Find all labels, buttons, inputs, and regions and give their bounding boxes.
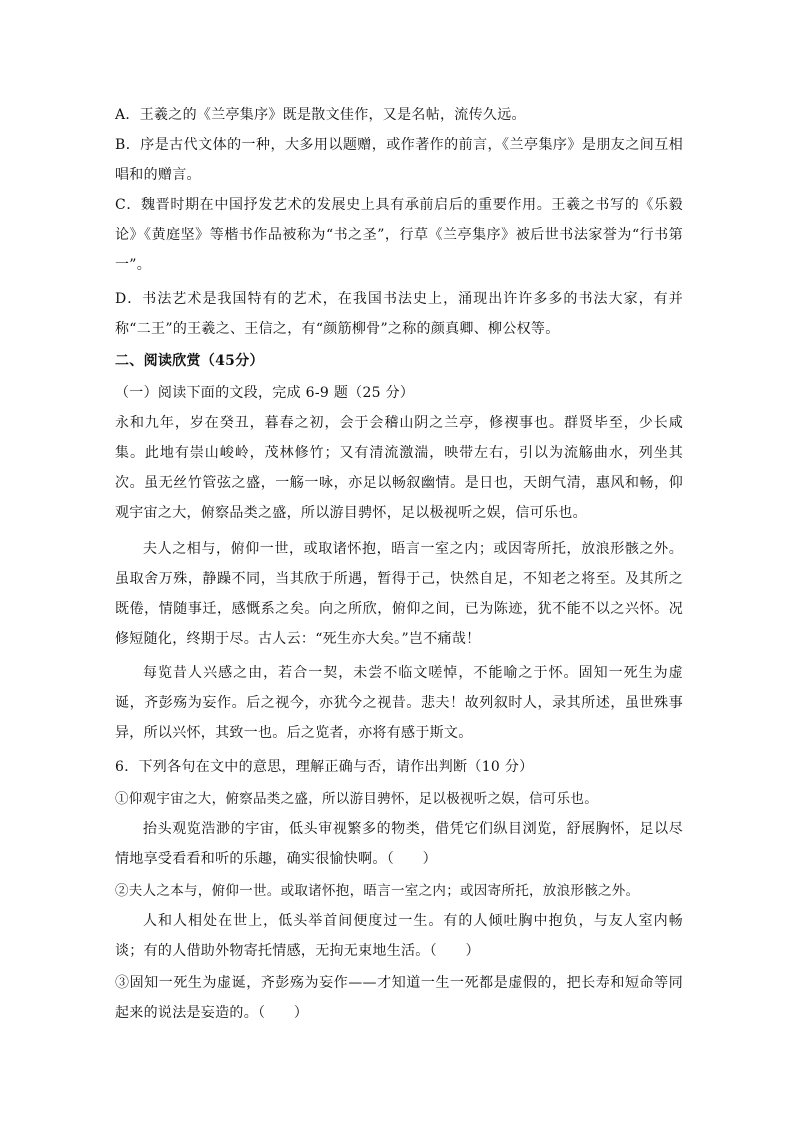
option-b: B．序是古代文体的一种，大多用以题赠，或作著作的前言，《兰亭集序》是朋友之间互相唱和的赠言。 [115, 137, 683, 183]
question-6-item-2: ②夫人之本与，俯仰一世。或取诸怀抱，晤言一室之内；或因寄所托，放浪形骸之外。 [115, 883, 640, 899]
question-6-item-1: ①仰观宇宙之大，俯察品类之盛，所以游目骋怀，足以极视听之娱，信可乐也。 [115, 791, 598, 807]
option-a: A．王羲之的《兰亭集序》既是散文佳作，又是名帖，流传久远。 [115, 107, 526, 123]
question-6-item-3: ③固知一死生为虚诞，齐彭殇为妄作——才知道一生一死都是虚假的，把长寿和短命等同起来的说法是妄造的。（ ） [115, 975, 683, 1021]
passage-paragraph-1: 永和九年，岁在癸丑，暮春之初，会于会稽山阴之兰亭，修禊事也。群贤毕至，少长咸集。此地有崇山峻岭，茂林修竹；又有清流激湍，映带左右，引以为流觞曲水，列坐其次。虽无丝竹管弦之盛，一觞一咏，亦足以畅叙幽情。是日也，天朗气清，惠风和畅，仰观宇宙之大，俯察品类之盛，所以游目骋怀，足以极视听之娱，信可乐也。 [115, 415, 683, 521]
section-heading: 二、阅读欣赏（45分） [115, 353, 264, 369]
question-6-answer-1: 抬头观览浩渺的宇宙，低头审视繁多的物类，借凭它们纵目浏览，舒展胸怀，足以尽情地享受看看和听的乐趣，确实很愉快啊。（ ） [115, 821, 683, 867]
option-d: D．书法艺术是我国特有的艺术，在我国书法史上，涌现出许许多多的书法大家，有并称“二王”的王羲之、王信之，有“颜筋柳骨”之称的颜真卿、柳公权等。 [115, 291, 683, 337]
question-6-stem: 6．下列各句在文中的意思，理解正确与否，请作出判断（10 分） [115, 759, 534, 775]
option-c: C．魏晋时期在中国抒发艺术的发展史上具有承前启后的重要作用。王羲之书写的《乐毅论》《黄庭坚》等楷书作品被称为“书之圣”，行草《兰亭集序》被后世书法家誉为“行书第一”。 [115, 197, 683, 273]
section-subheading: （一）阅读下面的文段，完成 6-9 题（25 分） [115, 385, 415, 401]
question-6-answer-2: 人和人相处在世上，低头举首间便度过一生。有的人倾吐胸中抱负，与友人室内畅谈；有的人借助外物寄托情感，无拘无束地生活。（ ） [115, 913, 683, 959]
passage-paragraph-3: 每览昔人兴感之由，若合一契，未尝不临文嗟悼，不能喻之于怀。固知一死生为虚诞，齐彭殇为妄作。后之视今，亦犹今之视昔。悲夫！故列叙时人，录其所述，虽世殊事异，所以兴怀，其致一也。后之览者，亦将有感于斯文。 [115, 665, 683, 741]
passage-paragraph-2: 夫人之相与，俯仰一世，或取诸怀抱，晤言一室之内；或因寄所托，放浪形骸之外。虽取舍万殊，静躁不同，当其欣于所遇，暂得于己，快然自足，不知老之将至。及其所之既倦，情随事迁，感慨系之矣。向之所欣，俯仰之间，已为陈迹，犹不能不以之兴怀。况修短随化，终期于尽。古人云：“死生亦大矣。”岂不痛哉！ [115, 541, 683, 647]
